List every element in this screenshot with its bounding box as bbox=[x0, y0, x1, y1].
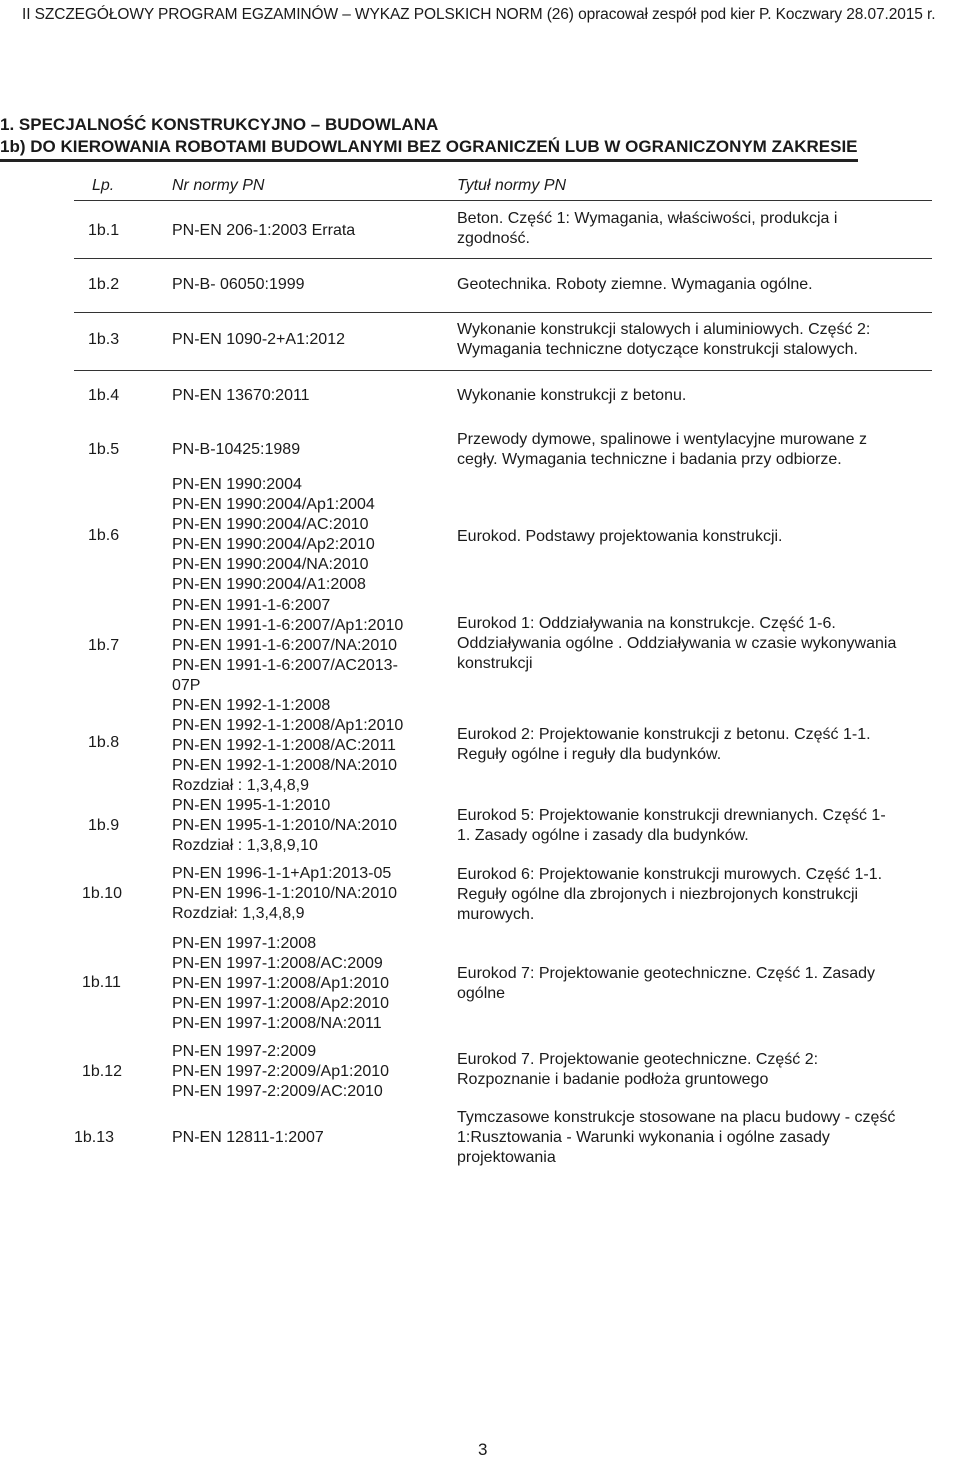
row-number: 1b.10 bbox=[82, 885, 123, 902]
norm-number-line: PN-EN 1997-2:2009 bbox=[172, 1043, 317, 1060]
norm-number bbox=[172, 1128, 324, 1148]
norm-title-line: Rozpoznanie i badanie podłoża gruntowego bbox=[457, 1071, 769, 1088]
norm-title-line: cegły. Wymagania techniczne i badania przy odbiorze. bbox=[457, 451, 842, 468]
norm-title bbox=[457, 1108, 927, 1168]
norm-number-line: PN-EN 206-1:2003 Errata bbox=[172, 222, 356, 239]
norm-title bbox=[457, 430, 927, 470]
norm-title-line: Eurokod 2: Projektowanie konstrukcji z betonu. Część 1-1. bbox=[457, 726, 871, 743]
norm-number-line: PN-EN 1997-1:2008/AC:2009 bbox=[172, 955, 383, 972]
row-number: 1b.3 bbox=[88, 331, 120, 348]
row-number: 1b.2 bbox=[88, 276, 120, 293]
norm-number bbox=[172, 1042, 389, 1102]
norm-number-line: PN-EN 1990:2004/Ap2:2010 bbox=[172, 536, 375, 553]
header-divider bbox=[74, 200, 932, 201]
norm-number-line: PN-EN 1991-1-6:2007/NA:2010 bbox=[172, 637, 398, 654]
row-divider bbox=[74, 258, 932, 259]
page-number: 3 bbox=[478, 1440, 488, 1459]
norm-number bbox=[172, 386, 310, 406]
norm-number-line: PN-EN 1992-1-1:2008 bbox=[172, 697, 331, 714]
norm-number bbox=[172, 440, 300, 460]
row-number: 1b.5 bbox=[88, 441, 120, 458]
norm-title-line: Eurokod 5: Projektowanie konstrukcji drewnianych. Część 1- bbox=[457, 807, 886, 824]
norm-title-line: Wykonanie konstrukcji z betonu. bbox=[457, 387, 687, 404]
norm-number bbox=[172, 934, 389, 1034]
norm-title-line: konstrukcji bbox=[457, 655, 533, 672]
norm-number-line: PN-B- 06050:1999 bbox=[172, 276, 305, 293]
norm-number-line: PN-EN 1990:2004/Ap1:2004 bbox=[172, 496, 375, 513]
row-number: 1b.13 bbox=[74, 1129, 115, 1146]
norm-number-line: Rozdział : 1,3,4,8,9 bbox=[172, 777, 309, 794]
norm-title-line: Tymczasowe konstrukcje stosowane na placu budowy - część bbox=[457, 1109, 896, 1126]
norm-number-line: PN-EN 1996-1-1:2010/NA:2010 bbox=[172, 885, 398, 902]
norm-title bbox=[457, 806, 927, 846]
norm-number-line: PN-EN 1997-1:2008 bbox=[172, 935, 317, 952]
norm-number-line: PN-EN 1990:2004 bbox=[172, 476, 302, 493]
norm-title bbox=[457, 386, 927, 406]
row-number: 1b.6 bbox=[88, 527, 120, 544]
norm-number-line: PN-EN 1990:2004/A1:2008 bbox=[172, 576, 366, 593]
section-subtitle: 1b) DO KIEROWANIA ROBOTAMI BUDOWLANYMI BEZ OGRANICZEŃ LUB W OGRANICZONYM ZAKRESIE bbox=[0, 136, 858, 162]
norm-number-line: PN-EN 13670:2011 bbox=[172, 387, 310, 404]
norm-title-line: Wymagania techniczne dotyczące konstrukcji stalowych. bbox=[457, 341, 858, 358]
norm-title-line: Przewody dymowe, spalinowe i wentylacyjne murowane z bbox=[457, 431, 867, 448]
row-number: 1b.11 bbox=[82, 974, 121, 991]
norm-title-line: Geotechnika. Roboty ziemne. Wymagania ogólne. bbox=[457, 276, 813, 293]
row-number: 1b.8 bbox=[88, 734, 120, 751]
norm-number-line: PN-EN 1090-2+A1:2012 bbox=[172, 331, 345, 348]
norm-number-line: Rozdział: 1,3,4,8,9 bbox=[172, 905, 305, 922]
row-number: 1b.12 bbox=[82, 1063, 123, 1080]
norm-title bbox=[457, 865, 927, 925]
norm-title-line: Eurokod 1: Oddziaływania na konstrukcje. Część 1-6. bbox=[457, 615, 836, 632]
norm-number-line: PN-EN 1997-2:2009/AC:2010 bbox=[172, 1083, 383, 1100]
norm-title-line: 1:Rusztowania - Warunki wykonania i ogólne zasady bbox=[457, 1129, 830, 1146]
norm-number-line: PN-EN 1992-1-1:2008/NA:2010 bbox=[172, 757, 398, 774]
norm-title-line: Wykonanie konstrukcji stalowych i aluminiowych. Część 2: bbox=[457, 321, 871, 338]
document-header: II SZCZEGÓŁOWY PROGRAM EGZAMINÓW – WYKAZ POLSKICH NORM (26) opracował zespół pod kier P. Koczwary 28.07.2015 r. bbox=[22, 6, 936, 23]
norm-title-line: projektowania bbox=[457, 1149, 556, 1166]
norm-title bbox=[457, 275, 927, 295]
norm-number-line: PN-EN 1997-1:2008/Ap2:2010 bbox=[172, 995, 390, 1012]
norm-number-line: PN-EN 1992-1-1:2008/AC:2011 bbox=[172, 737, 396, 754]
norm-title-line: Reguły ogólne i reguły dla budynków. bbox=[457, 746, 722, 763]
norm-title bbox=[457, 614, 927, 674]
norm-title-line: Eurokod. Podstawy projektowania konstrukcji. bbox=[457, 528, 783, 545]
norm-title bbox=[457, 1050, 927, 1090]
norm-number-line: PN-EN 1991-1-6:2007 bbox=[172, 597, 331, 614]
norm-title-line: 1. Zasady ogólne i zasady dla budynków. bbox=[457, 827, 749, 844]
norm-number-line: PN-EN 1991-1-6:2007/AC2013- bbox=[172, 657, 398, 674]
norm-title bbox=[457, 209, 927, 249]
norm-title-line: Eurokod 7. Projektowanie geotechniczne. Część 2: bbox=[457, 1051, 819, 1068]
norm-title-line: Reguły ogólne dla zbrojonych i niezbrojonych konstrukcji bbox=[457, 886, 859, 903]
norm-number bbox=[172, 275, 305, 295]
norm-number-line: PN-EN 1996-1-1+Ap1:2013-05 bbox=[172, 865, 392, 882]
norm-number bbox=[172, 221, 355, 241]
norm-number-line: 07P bbox=[172, 677, 201, 694]
column-header-title: Tytuł normy PN bbox=[457, 177, 567, 194]
section-title: 1. SPECJALNOŚĆ KONSTRUKCYJNO – BUDOWLANA bbox=[0, 115, 439, 134]
norm-number-line: PN-EN 1990:2004/NA:2010 bbox=[172, 556, 369, 573]
column-header-lp: Lp. bbox=[92, 177, 115, 194]
norm-title-line: Eurokod 6: Projektowanie konstrukcji murowych. Część 1-1. bbox=[457, 866, 883, 883]
norm-number-line: PN-EN 1997-1:2008/NA:2011 bbox=[172, 1015, 382, 1032]
norm-number-line: PN-EN 1991-1-6:2007/Ap1:2010 bbox=[172, 617, 404, 634]
row-number: 1b.4 bbox=[88, 387, 120, 404]
column-header-nr: Nr normy PN bbox=[172, 177, 265, 194]
norm-number-line: PN-EN 1997-1:2008/Ap1:2010 bbox=[172, 975, 390, 992]
norm-number-line: PN-EN 1990:2004/AC:2010 bbox=[172, 516, 369, 533]
norm-number-line: Rozdział : 1,3,8,9,10 bbox=[172, 837, 318, 854]
norm-number-line: PN-EN 12811-1:2007 bbox=[172, 1129, 324, 1146]
norm-number bbox=[172, 696, 403, 796]
row-number: 1b.9 bbox=[88, 817, 120, 834]
norm-number-line: PN-EN 1995-1-1:2010/NA:2010 bbox=[172, 817, 398, 834]
norm-title-line: Eurokod 7: Projektowanie geotechniczne. Część 1. Zasady bbox=[457, 965, 876, 982]
norm-title bbox=[457, 527, 927, 547]
norm-number-line: PN-EN 1992-1-1:2008/Ap1:2010 bbox=[172, 717, 404, 734]
norm-number bbox=[172, 330, 345, 350]
norm-number-line: PN-B-10425:1989 bbox=[172, 441, 301, 458]
norm-title bbox=[457, 725, 927, 765]
norm-title-line: Beton. Część 1: Wymagania, właściwości, produkcja i bbox=[457, 210, 838, 227]
row-divider bbox=[74, 312, 932, 313]
norm-number bbox=[172, 475, 375, 595]
row-number: 1b.7 bbox=[88, 637, 120, 654]
row-divider bbox=[74, 370, 932, 371]
norm-title-line: ogólne bbox=[457, 985, 506, 1002]
norm-number-line: PN-EN 1995-1-1:2010 bbox=[172, 797, 331, 814]
norm-title bbox=[457, 964, 927, 1004]
norm-number bbox=[172, 796, 397, 856]
norm-number bbox=[172, 596, 403, 696]
norm-title bbox=[457, 320, 927, 360]
row-number: 1b.1 bbox=[88, 222, 120, 239]
norm-title-line: murowych. bbox=[457, 906, 535, 923]
norm-title-line: zgodność. bbox=[457, 230, 530, 247]
norm-number-line: PN-EN 1997-2:2009/Ap1:2010 bbox=[172, 1063, 390, 1080]
norm-number bbox=[172, 864, 397, 924]
norm-title-line: Oddziaływania ogólne . Oddziaływania w czasie wykonywania bbox=[457, 635, 897, 652]
